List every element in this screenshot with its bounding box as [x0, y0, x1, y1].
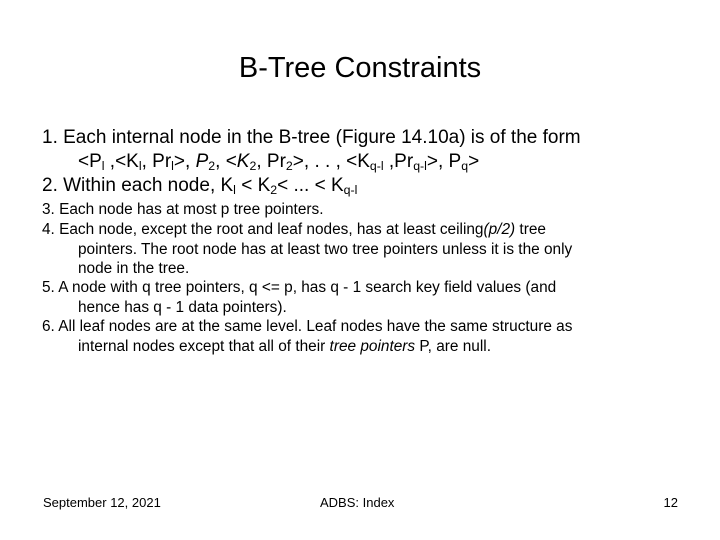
- constraint-3: 3. Each node has at most p tree pointers.: [42, 201, 324, 218]
- constraint-5: 5. A node with q tree pointers, q <= p, has q - 1 search key field values (and hence has q - 1 data pointers).: [42, 279, 557, 316]
- page-number: 12: [663, 495, 678, 510]
- constraint-1: [42, 126, 581, 174]
- constraint-2: 2. Within each node, $K_l < K_2<$ ... < $K_{q-l}$: [42, 175, 358, 197]
- footer-title: ADBS: Index: [320, 495, 395, 510]
- footer-date: September 12, 2021: [43, 495, 161, 510]
- constraint-6: 6. All leaf nodes are at the same level. Leaf nodes have the same structure as internal nodes except that all of their tree pointers P, are null.: [42, 318, 573, 355]
- slide-title: B-Tree Constraints: [238, 52, 482, 84]
- node-form-formula: $<P_l$ $,<K_l$, $Pr_l>$, $P_2$, $<K_2$, $Pr_2>$, . . , $<K_{q-l}$ $,Pr_{q-l}>$, $P_q>$: [78, 151, 480, 173]
- constraint-4: 4. Each node, except the root and leaf nodes, has at least ceiling(p/2) tree pointers. The root node has at least two tree pointers unless it is the only node in the tree.: [42, 221, 573, 277]
- constraint-1-text: 1. Each internal node in the B-tree (Figure 14.10a) is of the form: [42, 127, 581, 148]
